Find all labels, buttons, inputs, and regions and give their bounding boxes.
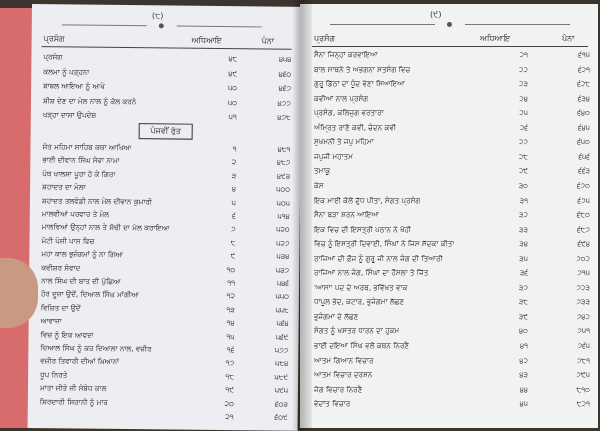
toc-title: ਸ਼ੀਸ਼ ਦੇਣ ਦਾ ਮੇਲ ਨਾਲ ਨੂੰ ਕੋਲ ਕਰਨੇ [42, 95, 137, 106]
toc-page-number: ੬੪੫ [577, 122, 590, 132]
toc-chapter-number: ੭ [230, 224, 236, 234]
toc-title: ਮੋਟੀ ਪੰਜੀ ਪਾਸ ਵਿਚ [41, 235, 95, 246]
left-header-page: ਪੰਨਾ [261, 36, 275, 46]
toc-chapter-number: ੩੯ [518, 311, 528, 321]
left-page-number: (੮) [151, 11, 164, 21]
toc-page-number: ੪੬੦ [278, 69, 292, 79]
toc-title: ਧਾਪੂਲ ਭੇਦ, ਕਟਾਰ, ਭੁਜੰਗਮਾ ਲੱਛਣ [314, 297, 405, 307]
toc-title: ਮਾਲਵੀਆਂ ਪਰਵਾਰ ਤੇ ਮੇਲ [41, 209, 110, 219]
toc-title: ਵੇਦਾਂਤ ਵਿਚਾਰ [314, 399, 351, 409]
toc-chapter-number: ੨੧ [519, 50, 528, 59]
toc-title: ਸੰਤ ਮਹਿਮਾ ਸਾਹਿਬ ਕਥਾ ਆਖਿਆ [42, 142, 132, 153]
toc-page-number: ੭੨੩ [576, 282, 590, 292]
toc-title: ਪ੍ਰਸੰਗ [43, 52, 63, 62]
toc-title: ਸ਼ਹਾਦਤ ਦਾ ਮੇਲਾ [42, 182, 86, 192]
toc-chapter-number: ੨੬ [519, 122, 528, 132]
toc-chapter-number: ੬ [232, 211, 236, 221]
toc-title: ਸੈਨਾ ਜਿਨ੍ਹਾਂ ਕਰਵਾਇਆ [314, 50, 378, 59]
toc-title: ਵਿਚ ਨੂੰ ਇਕ ਆਵਦਾ [40, 329, 95, 340]
left-ornament-divider [62, 22, 262, 30]
toc-row [314, 383, 590, 397]
toc-chapter-number: ੪੫ [519, 399, 528, 409]
toc-title: ਖੜ੍ਹਾ ਦਾਸਾ ਉਪਦੇਸ਼ [42, 110, 97, 120]
toc-page-number: ੪੫੪ [278, 54, 292, 64]
toc-page-number: ੫੫੮ [275, 305, 289, 315]
right-header-topic: ਪ੍ਰਸੰਗ [314, 34, 336, 43]
right-header-page: ਪੰਨਾ [562, 34, 575, 43]
toc-page-number: ੫੯੫ [274, 385, 289, 395]
toc-chapter-number: ੨੦ [224, 398, 234, 408]
toc-chapter-number: ੪੪ [519, 384, 528, 394]
toc-page-number: ੮੧੦ [576, 384, 590, 394]
toc-title: ਸਿਰਦਾਰੀ ਸਿਰਾਨੀ ਨੂੰ ਮਾਰ [39, 396, 108, 407]
toc-page-number: ੫੨੭ [276, 238, 290, 248]
toc-chapter-number: ੧੭ [225, 358, 235, 368]
toc-title: ਦਿਆਲ ਸਿੰਘ ਨੂੰ ਕਰ ਦਿਆਲਾ ਨਾਲ, ਵਜ਼ੀਰ [40, 343, 152, 354]
toc-chapter-number: ੧੪ [226, 318, 235, 328]
toc-page-number: ੫੭੭ [274, 345, 289, 355]
toc-page-number: ੫੨੦ [276, 224, 290, 235]
toc-title: ਪ੍ਰਸੰਗ, ਕਲਿਜੁਗ ਵਰਤਾਰਾ [314, 108, 384, 118]
toc-title: ਭਾਈ ਦਇਆ ਸਿੰਘ ਵਲੋਂ ਕਥਨ ਨਿਰਣੈ [314, 341, 410, 350]
toc-title: ਵਿਜ਼ਿਤ ਦਾ ਉਦੋਂ [40, 302, 81, 313]
toc-page-number: ੫੮੪ [275, 358, 289, 369]
toc-title: ਸੰਗਤ ਨੂੰ ਖਸਤਰ ਧਾਰਨ ਦਾ ਹੁਕਮ [314, 326, 400, 336]
toc-chapter-number: ੩੭ [518, 282, 528, 292]
toc-chapter-number: ੩੫ [519, 253, 528, 263]
toc-page-number: ੬੬੩ [578, 166, 590, 176]
toc-row [314, 354, 590, 368]
toc-chapter-number: ੨੧ [225, 412, 234, 422]
toc-chapter-number: ੧੯ [225, 385, 235, 395]
toc-row [314, 310, 590, 324]
toc-row [314, 194, 590, 208]
toc-title: ਵਿਚ ਨੂੰ ਇਸਤ੍ਰੀ ਦਿਵਾਈ, ਸਿੰਘਾਂ ਨੇ ਜਿਸ ਸੱਦਕਾ ਕੀਤਾ [314, 239, 455, 249]
toc-page-number: ੬੨੧ [577, 64, 590, 74]
toc-chapter-number: ੨੩ [519, 79, 528, 89]
toc-title: ਸੁਖਮਨੀ ਤੇ ਜਪੁ ਮਹਿਮਾ [314, 137, 374, 147]
toc-chapter-number: ੯ [230, 251, 236, 261]
toc-chapter-number: ੧ [232, 144, 237, 154]
toc-page-number: ੪੬੭ [278, 83, 292, 93]
toc-chapter-number: ੨੨ [519, 64, 528, 74]
toc-row [314, 295, 590, 309]
toc-title: ਤਮਾਕੂ [314, 166, 331, 176]
toc-title: ਸ਼ਹਾਦਤ ਤਲਵੰਡੀ ਨਾਲ ਮੇਲ ਦੀਵਾਨ ਕੁਮਾਰੀ [41, 195, 153, 206]
toc-page-number: ੭੧੫ [577, 268, 590, 278]
toc-page-number: ੪੯੩ [276, 171, 291, 181]
toc-chapter-number: ੩ [231, 170, 237, 180]
toc-chapter-number: ੪ [231, 184, 237, 194]
toc-chapter-number: ੫੧ [228, 112, 237, 122]
toc-row [314, 281, 590, 295]
toc-chapter-number: ੫ [231, 197, 236, 207]
toc-page-number: ੬੨੮ [577, 79, 590, 89]
toc-chapter-number: ੧੨ [226, 291, 236, 301]
toc-chapter-number: ੧੦ [226, 264, 236, 274]
toc-title: ਕਵੀਆਂ ਨਾਲ ਪ੍ਰਸੰਗ [314, 93, 369, 103]
toc-page-number: ੬੫੬ [578, 151, 590, 161]
toc-page-number: ੫੦੫ [276, 198, 290, 208]
toc-title: ਨਾਲ ਸਿੰਘ ਦੀ ਬਾਤ ਦੀ ਪੁੱਛਿਆ [41, 276, 121, 286]
toc-row [314, 179, 590, 193]
toc-title: ਗੁਰੂ ਡਿੱਠਾਂ ਦਾ ਧੂੰਦ ਵੇਣਾ ਸਿਆਇਆ [314, 79, 405, 89]
toc-page-number: ੫੩੭ [275, 265, 290, 275]
toc-title: ਰਾਜਿਆਂ ਦੀ ਫ਼ੌਜ ਨੂੰ ਗੁਰੂ ਜੀ ਨਾਲ ਜੰਗ ਦੀ ਤਿਆਰੀ [314, 253, 443, 263]
toc-title: ਪੰਥ ਖਾਲਸਾ ਪੂਰਾ ਹੋ ਕੇ ਗਿਰਾ [42, 168, 116, 179]
toc-chapter-number: ੧੮ [225, 371, 235, 381]
right-page [300, 4, 598, 428]
toc-title: ਆਤਮ ਗਿਆਨ ਵਿਚਾਰ [314, 355, 374, 365]
toc-chapter-number: ੧੫ [226, 331, 235, 341]
toc-title: ਇਕ ਮਾਈ ਕੋਲੋਂ ਦੁੱਧ ਪੀਤਾ, ਸੰਗਤ ਪ੍ਰਸੰਗ [314, 195, 421, 205]
toc-page-number: ੬੧੫ [578, 50, 590, 59]
left-header-topic: ਪ੍ਰਸੰਗ [43, 34, 65, 44]
toc-chapter-number: ੮ [230, 237, 236, 247]
toc-chapter-number: ੪੯ [228, 68, 238, 78]
toc-page-number: ੬੦੯ [274, 412, 288, 422]
toc-row [314, 77, 590, 91]
toc-page-number: ੭੪੨ [576, 311, 590, 321]
toc-page-number: ੫੦੦ [276, 184, 291, 194]
toc-page-number: ੭੮੧ [576, 355, 590, 365]
toc-chapter-number: ੧੬ [226, 345, 235, 355]
toc-chapter-number: ੨੭ [518, 137, 528, 147]
toc-page-number: ੬੮੭ [576, 224, 590, 234]
toc-page-number: ੬੪੦ [577, 108, 590, 118]
toc-title: ਰਾਜਿਆਂ ਨਾਲ ਜੰਗ, ਸਿੰਘਾਂ ਦਾ ਹੌਸਲਾ ਤੇ ਜਿੱਤ [314, 268, 429, 278]
toc-row [314, 252, 590, 266]
toc-row [314, 106, 590, 120]
toc-row [314, 368, 590, 382]
toc-title: ਸੈਨਾ ਬੜਾ ਸ਼ਰਨ ਆਇਆ [314, 210, 380, 220]
toc-chapter-number: ੨੫ [519, 108, 528, 118]
toc-page-number: ੫੫੦ [275, 291, 289, 302]
toc-page-number: ੬੮੦ [576, 210, 590, 220]
toc-chapter-number: ੧੩ [226, 304, 235, 314]
toc-chapter-number: ੩੩ [519, 224, 528, 234]
toc-page-number: ੪੭੭ [277, 98, 292, 108]
toc-page-number: ੬੭੫ [577, 195, 590, 205]
toc-page-number: ੬੦੩ [274, 399, 288, 409]
toc-page-number: ੭੯੫ [576, 370, 590, 380]
toc-chapter-number: ੩੨ [519, 210, 528, 220]
book-gutter-shadow [292, 0, 312, 430]
toc-title: ਮਾਤਾ ਜੀਤੋ ਜੀ ਸੰਬੰਧ ਕਾਲ [39, 383, 107, 393]
toc-page-number: ੬੩੪ [577, 93, 590, 103]
toc-page-number: ੫੪੬ [276, 278, 290, 288]
right-ornament-divider [330, 22, 570, 28]
toc-title: ਬਾਲ ਸਾਥਨੇ ਤੇ ਅਭਗਨਾ ਸਤਸੰਗ ਵਿਚ [314, 64, 411, 74]
toc-row [314, 121, 590, 135]
toc-chapter-number: ੪੨ [519, 355, 528, 365]
toc-title: ਕੇਸ [314, 180, 324, 190]
toc-page-number: ੪੮੧ [277, 144, 291, 154]
section-label-box: ਪੰਜਵੀਂ ਰੁੱਤ [139, 123, 193, 140]
toc-chapter-number: ੩੮ [518, 297, 528, 307]
toc-row [314, 339, 590, 353]
toc-page-number: ੪੭੮ [277, 112, 291, 122]
toc-row [314, 150, 590, 164]
toc-row [314, 164, 590, 178]
toc-page-number: ੭੫੧ [577, 326, 590, 336]
toc-chapter-number: ੨ [231, 157, 237, 167]
toc-row [314, 266, 590, 280]
toc-page-number: ੪੮੭ [276, 157, 291, 168]
toc-chapter-number: ੪੧ [519, 341, 528, 350]
toc-row [314, 63, 590, 77]
toc-title: ਆਵਾਜਾ [40, 316, 62, 326]
toc-page-number: ੬੯੪ [577, 239, 590, 249]
toc-page-number: ੫੩੪ [276, 251, 290, 261]
toc-title: ਬਾਬਲ ਆਇਆ ਨੂੰ ਆਖੇ [43, 81, 105, 91]
toc-chapter-number: ੨੯ [518, 166, 528, 176]
toc-title: ਧੂਪ ਨਿਰਤੇ [40, 369, 68, 380]
toc-chapter-number: ੩੦ [518, 180, 528, 190]
toc-page-number: ੬੫੦ [577, 137, 590, 147]
toc-row [314, 48, 590, 62]
toc-row [314, 92, 590, 106]
toc-page-number: ੭੬੫ [577, 341, 590, 350]
toc-chapter-number: ੪੮ [228, 54, 238, 64]
left-header-rule [42, 46, 292, 50]
right-header-rule [312, 46, 588, 47]
toc-row [43, 108, 293, 125]
toc-title: ਕਲਮਾ ਨੂੰ ਪੜ੍ਹਨਾ [43, 66, 90, 77]
toc-page-number: ੭੩੩ [576, 297, 590, 307]
left-page [28, 4, 302, 431]
toc-title: ਹੋਰ ਦੂਜਾ ਉਦੋਂ, ਦਿਆਲ ਸਿੰਘ ਮਾਂਗੀਆ [40, 289, 140, 300]
toc-row [314, 397, 590, 411]
right-header-chapter: ਅਧਿਆਇ [480, 34, 511, 43]
toc-title: ਜੋਗ ਵਿਚਾਰ ਨਿਰਣੈ [314, 384, 363, 394]
toc-page-number: ੫੧੪ [277, 211, 290, 221]
toc-row [314, 324, 590, 338]
toc-title: ਕਵੀਸ਼ਰ ਸੰਵਾਦ [41, 262, 81, 273]
toc-page-number: ੫੮੯ [274, 372, 289, 382]
toc-chapter-number: ੫੦ [228, 83, 238, 93]
toc-page-number: ੭੦੨ [576, 253, 590, 263]
toc-chapter-number: ੩੬ [519, 268, 528, 278]
toc-chapter-number: ੫੦ [227, 97, 238, 107]
toc-row [314, 223, 590, 237]
toc-row [314, 237, 590, 251]
toc-chapter-number: ੨੮ [518, 151, 528, 161]
toc-title: ਮਾਲਵਿਆਂ ਉਨ੍ਹਾਂ ਨਾਲ ਤੇ ਸੋਢੀ ਦਾ ਮੇਲ ਕਰਾਇਆ [41, 222, 170, 233]
left-header-chapter: ਅਧਿਆਇ [191, 35, 222, 45]
toc-title: ਮਹਾ ਕਾਲ ਭੁਜੰਗਮਾਂ ਨੂੰ ਨਾ ਗਿਆ [41, 249, 124, 260]
toc-chapter-number: ੨੪ [519, 93, 528, 103]
toc-page-number: ੫੬੪ [276, 318, 289, 328]
toc-chapter-number: ੪੩ [519, 370, 528, 380]
toc-row [314, 208, 590, 222]
toc-title: ਆਤਮ ਵਿਚਾਰ ਦਰਸ਼ਨ [314, 370, 373, 380]
toc-title: 'ਆਸਾ' ਪਦ ਦੇ ਅਰਥ, ਭਵਿੱਖਤ ਵਾਕ [314, 282, 408, 292]
right-page-number: (੯) [430, 10, 442, 19]
toc-title: ਜਪੁਜੀ ਮਹਾਤਮ [314, 151, 353, 161]
toc-chapter-number: ੪੦ [519, 326, 528, 336]
toc-chapter-number: ੩੧ [519, 195, 528, 205]
toc-title: ਭਾਈ ਦੀਵਾਨ ਸਿੰਘ ਸੇਵਾ ਨਾਮਾ [42, 155, 120, 166]
toc-title: ਅੰਮ੍ਰਿਤ ਰਾਣੋ ਕਵੀ, ਚੰਦਨ ਕਵੀ [314, 122, 397, 132]
toc-chapter-number: ੩੪ [519, 239, 528, 249]
toc-title: ਵਜ਼ੀਰ ਤਿਵਾਰੀ ਦੀਆਂ ਖ਼ਿਆਨਾਂ [40, 356, 120, 367]
toc-page-number: ੮੨੧ [576, 399, 590, 409]
toc-row [40, 408, 290, 425]
toc-page-number: ੫੬੯ [275, 332, 289, 342]
toc-title: ਇਕ ਵਿਚ ਦੀ ਇਸਤ੍ਰੀ ਪਠਾਨ ਨੇ ਖੋਹੀ [314, 224, 412, 234]
toc-chapter-number: ੧੧ [227, 278, 236, 288]
toc-row [314, 135, 590, 149]
toc-page-number: ੬੭੦ [576, 180, 590, 190]
toc-title: ਭੁਜੰਗਮਾ ਦੇ ਲੱਛਣ [314, 311, 359, 321]
